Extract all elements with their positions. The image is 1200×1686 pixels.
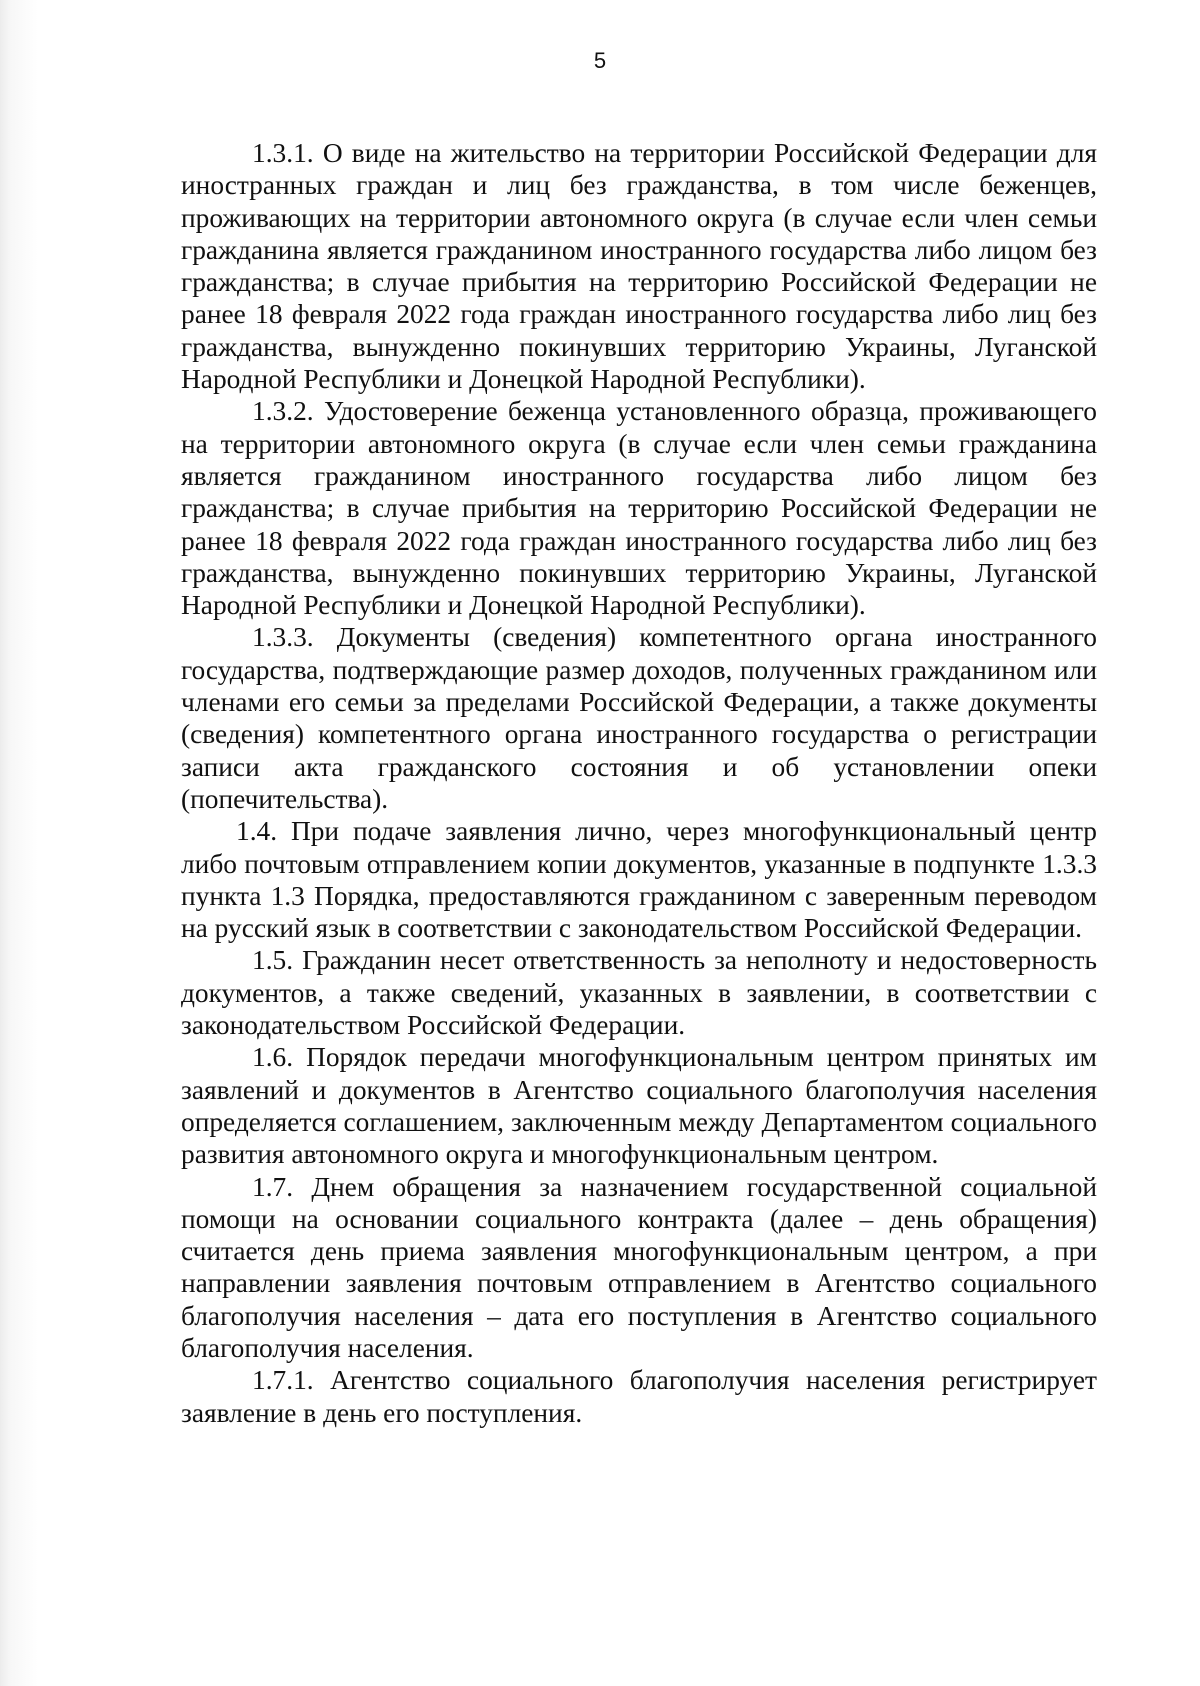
page-number: 5 — [593, 48, 607, 73]
paragraph-1-5: 1.5. Гражданин несет ответственность за неполноту и недостоверность документов, а также сведений, указанных в заявлении, в соответствии с законодательством Российской Федерации. — [181, 945, 1097, 1041]
paragraph-1-4: 1.4. При подаче заявления лично, через многофункциональный центр либо почтовым отправлением копии документов, указанные в подпункте 1.3.3 пункта 1.3 Порядка, предоставляются гражданином с заверенным переводом на русский язык в соответствии с законодательством Российской Федерации. — [181, 816, 1097, 944]
paragraph-1-3-2: 1.3.2. Удостоверение беженца установленного образца, проживающего на территории автономного округа (в случае если член семьи гражданина является гражданином иностранного государства либо лицом без гражданства; в случае прибытия на территорию Российской Федерации не ранее 18 февраля 2022 года граждан иностранного государства либо лиц без гражданства, вынужденно покинувших территорию Украины, Луганской Народной Республики и Донецкой Народной Республики). — [181, 396, 1097, 621]
paragraph-1-3-3: 1.3.3. Документы (сведения) компетентного органа иностранного государства, подтверждающие размер доходов, полученных гражданином или членами его семьи за пределами Российской Федерации, а также документы (сведения) компетентного органа иностранного государства о регистрации записи акта гражданского состояния и об установлении опеки (попечительства). — [181, 622, 1097, 814]
paragraph-1-6: 1.6. Порядок передачи многофункциональным центром принятых им заявлений и документов в Агентство социального благополучия населения определяется соглашением, заключенным между Департаментом социального развития автономного округа и многофункциональным центром. — [181, 1042, 1097, 1170]
paragraph-1-3-1: 1.3.1. О виде на жительство на территории Российской Федерации для иностранных граждан и лиц без гражданства, в том числе беженцев, проживающих на территории автономного округа (в случае если член семьи гражданина является гражданином иностранного государства либо лицом без гражданства; в случае прибытия на территорию Российской Федерации не ранее 18 февраля 2022 года граждан иностранного государства либо лиц без гражданства, вынужденно покинувших территорию Украины, Луганской Народной Республики и Донецкой Народной Республики). — [181, 138, 1097, 395]
document-body — [181, 137, 1097, 1429]
scan-edge-shadow — [0, 0, 38, 1686]
paragraph-1-7: 1.7. Днем обращения за назначением государственной социальной помощи на основании социального контракта (далее – день обращения) считается день приема заявления многофункциональным центром, а при направлении заявления почтовым отправлением в Агентство социального благополучия населения – дата его поступления в Агентство социального благополучия населения. — [181, 1171, 1097, 1363]
paragraph-1-7-1: 1.7.1. Агентство социального благополучия населения регистрирует заявление в день его поступления. — [181, 1365, 1097, 1428]
